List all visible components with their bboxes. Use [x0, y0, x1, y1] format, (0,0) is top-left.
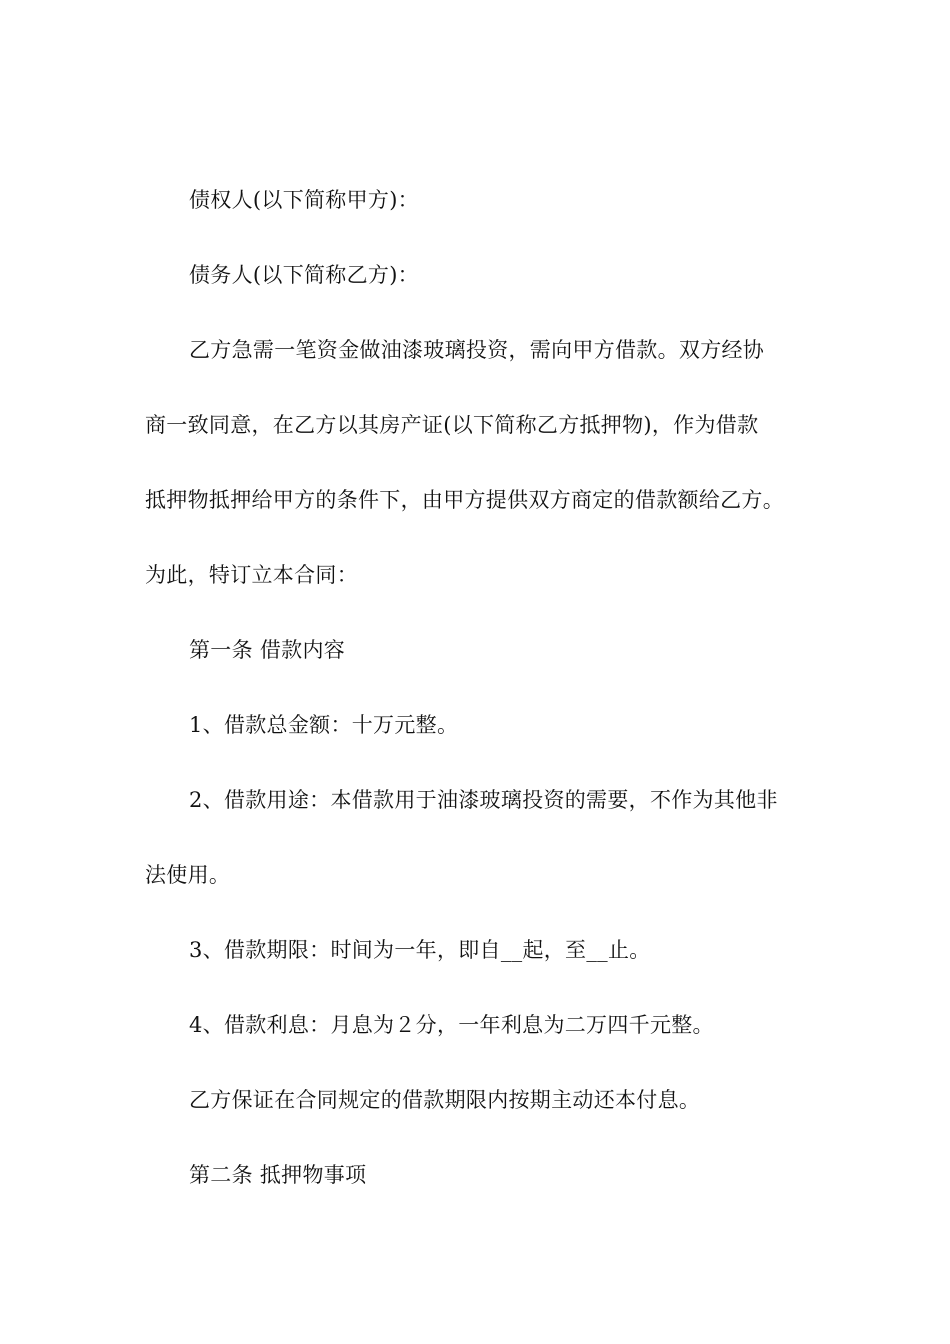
clause-loan-purpose-1: 2、借款用途：本借款用于油漆玻璃投资的需要，不作为其他非	[189, 788, 778, 812]
clause-loan-purpose-2: 法使用。	[145, 863, 231, 887]
preamble-line-1: 乙方急需一笔资金做油漆玻璃投资，需向甲方借款。双方经协	[189, 338, 765, 362]
repayment-guarantee: 乙方保证在合同规定的借款期限内按期主动还本付息。	[189, 1088, 701, 1112]
clause-loan-term: 3、借款期限：时间为一年，即自__起，至__止。	[189, 938, 651, 962]
article-1-heading: 第一条 借款内容	[189, 638, 346, 662]
clause-loan-interest: 4、借款利息：月息为２分，一年利息为二万四千元整。	[189, 1013, 714, 1037]
contract-text	[145, 163, 810, 1213]
contract-body	[145, 188, 810, 1250]
article-2-heading: 第二条 抵押物事项	[189, 1163, 367, 1187]
clause-loan-amount: 1、借款总金额：十万元整。	[189, 713, 459, 737]
debtor-line: 债务人(以下简称乙方)：	[189, 263, 419, 287]
preamble-line-4: 为此，特订立本合同：	[145, 563, 358, 587]
preamble-line-2: 商一致同意，在乙方以其房产证(以下简称乙方抵押物)，作为借款	[145, 413, 759, 437]
preamble-line-3: 抵押物抵押给甲方的条件下，由甲方提供双方商定的借款额给乙方。	[145, 488, 784, 512]
creditor-line: 债权人(以下简称甲方)：	[189, 188, 419, 212]
